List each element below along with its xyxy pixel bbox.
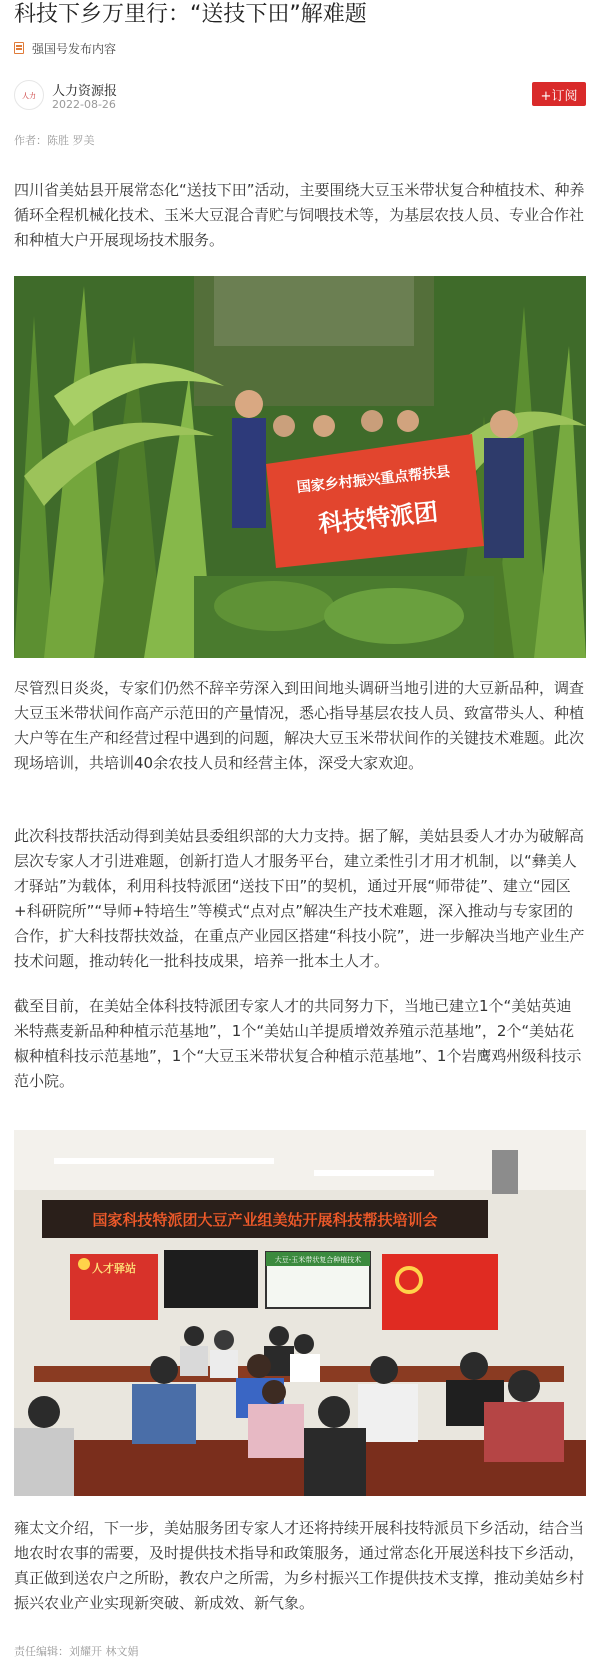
photo-training-meeting	[14, 1130, 586, 1496]
svg-text:人力: 人力	[22, 92, 36, 100]
subscribe-button[interactable]: +订阅	[532, 82, 586, 106]
editors-credit: 责任编辑：刘耀开 林文娟	[14, 1645, 139, 1658]
paragraph-1: 四川省美姑县开展常态化“送技下田”活动，主要围绕大豆玉米带状复合种植技术、种养循环全程机械化技术、玉米大豆混合青贮与饲喂技术等，为基层农技人员、专业合作社和种植大户开展现场技术服务。	[14, 181, 585, 249]
paragraph-4: 截至目前，在美姑全体科技特派团专家人才的共同努力下，当地已建立1个“美姑英迪米特燕麦新品种种植示范基地”，1个“美姑山羊提质增效养殖示范基地”，2个“美姑花椒种植科技示范基地”，1个“大豆玉米带状复合种植示范基地”、1个岩鹰鸡州级科技示范小院。	[14, 997, 582, 1090]
meeting-photo-illustration	[14, 1130, 586, 1496]
banner-line-1: 国家乡村振兴重点帮扶县	[296, 464, 451, 497]
screen-title-text: 大豆-玉米带状复合种植技术	[274, 1256, 362, 1264]
byline: 作者：陈胜 罗美	[14, 134, 95, 147]
document-icon	[14, 42, 24, 54]
source-label: 强国号发布内容	[32, 41, 117, 56]
photo-field-team-banner	[14, 276, 586, 658]
field-photo-illustration	[14, 276, 586, 658]
publish-date: 2022-08-26	[52, 98, 116, 111]
banner-line-2: 科技特派团	[317, 497, 440, 539]
paragraph-3: 此次科技帮扶活动得到美姑县委组织部的大力支持。据了解，美姑县委人才办为破解高层次专家人才引进难题，创新打造人才服务平台，建立柔性引才用才机制，以“彝美人才驿站”为载体，利用科技特派团“送技下田”的契机，通过开展“师带徒”、建立“园区+科研院所”“导师+特培生”等模式“点对点”解决生产技术难题，深入推动与专家团的合作，扩大科技帮扶效益，在重点产业园区搭建“科技小院”，进一步解决当地产业生产技术问题，推动转化一批科技成果，培养一批本土人才。	[14, 827, 585, 970]
paragraph-2: 尽管烈日炎炎，专家们仍然不辞辛劳深入到田间地头调研当地引进的大豆新品种，调查大豆玉米带状间作高产示范田的产量情况，悉心指导基层农技人员、致富带头人、种植大户等在生产和经营过程中遇到的问题，解决大豆玉米带状间作的关键技术难题。此次现场培训，共培训40余农技人员和经营主体，深受大家欢迎。	[14, 679, 585, 772]
led-banner-text: 国家科技特派团大豆产业组美姑开展科技帮扶培训会	[92, 1211, 438, 1229]
paragraph-5: 雍太文介绍，下一步，美姑服务团专家人才还将持续开展科技特派员下乡活动，结合当地农时农事的需要，及时提供技术指导和政策服务，通过常态化开展送科技下乡活动，真正做到送农户之所盼，教农户之所需，为乡村振兴工作提供技术支撑，推动美姑乡村振兴农业产业实现新突破、新成效、新气象。	[14, 1519, 585, 1612]
source-label-row	[14, 38, 116, 58]
author-name[interactable]: 人力资源报	[52, 84, 118, 99]
avatar[interactable]	[14, 80, 44, 110]
article-title: 科技下乡万里行：“送技下田”解难题	[14, 2, 367, 27]
newspaper-logo-icon	[15, 81, 43, 109]
board-title-text: 人才驿站	[92, 1262, 136, 1275]
author-row	[14, 78, 586, 118]
